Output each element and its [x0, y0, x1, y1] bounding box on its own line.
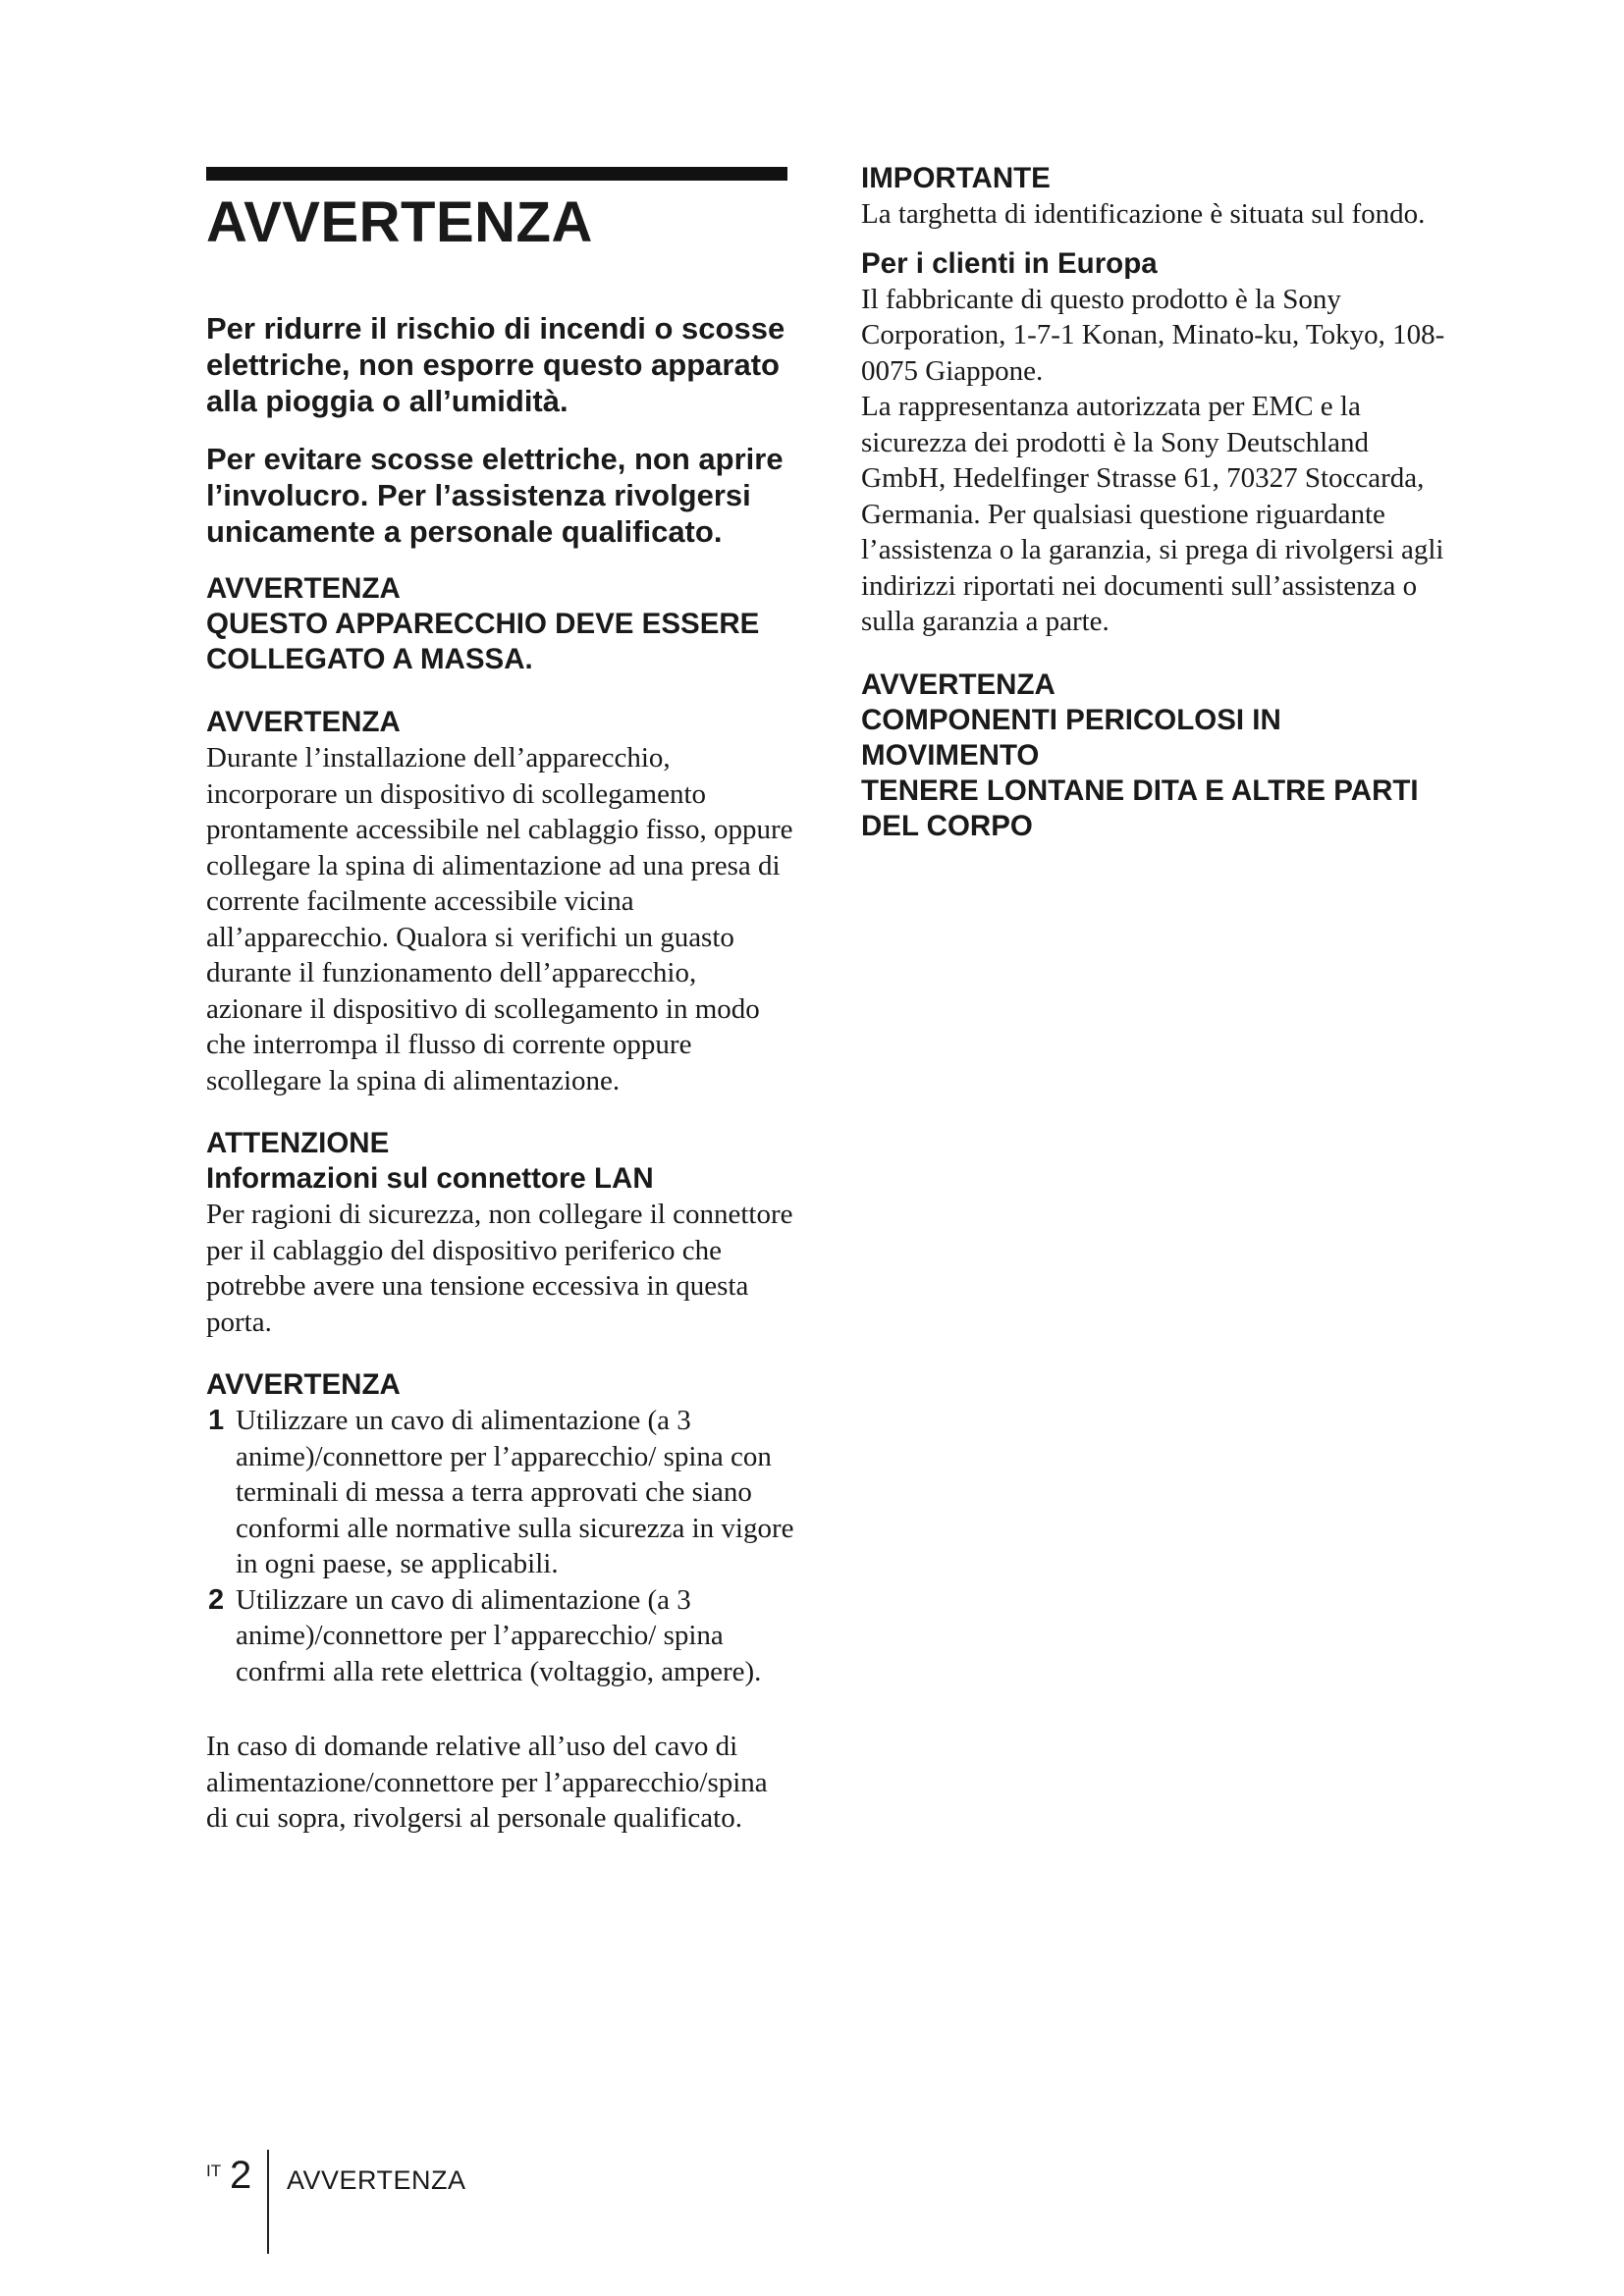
moving-parts-section: [861, 667, 1450, 844]
enclosure-warning: Per evitare scosse elettriche, non aprire l’involucro. Per l’assistenza rivolgersi unicamente a personale qualificato.: [206, 442, 784, 549]
ground-section: [206, 571, 795, 677]
fire-shock-warning: Per ridurre il rischio di incendi o scosse elettriche, non esporre questo apparato alla pioggia o all’umidità.: [206, 311, 785, 418]
lan-subheading: Informazioni sul connettore LAN: [206, 1162, 654, 1195]
list-item-number: 2: [208, 1583, 225, 1616]
representative-text: La rappresentanza autorizzata per EMC e la sicurezza dei prodotti è la Sony Deutschland GmbH, Hedelfinger Strasse 61, 70327 Stoccarda, Germania. Per qualsiasi questione riguardante l’assistenza o la garanzia, si prega di rivolgersi agli indirizzi riportati nei documenti sull’assistenza o sulla garanzia a parte.: [861, 391, 1444, 637]
moving-line-2: TENERE LONTANE DITA E ALTRE PARTI DEL CORPO: [861, 774, 1419, 842]
footer-section-title: AVVERTENZA: [287, 2165, 466, 2195]
title-rule: [206, 167, 787, 181]
lan-heading: ATTENZIONE: [206, 1127, 390, 1159]
list-item-text: Utilizzare un cavo di alimentazione (a 3 anime)/connettore per l’apparecchio/ spina confrmi alla rete elettrica (voltaggio, ampere).: [236, 1583, 762, 1687]
page-number: 2: [230, 2154, 252, 2197]
cable-section: [206, 1367, 795, 1837]
install-heading: AVVERTENZA: [206, 706, 401, 738]
moving-heading: AVVERTENZA: [861, 667, 1056, 701]
lan-section: [206, 1126, 795, 1340]
list-item: [206, 1582, 795, 1690]
cable-list: [206, 1403, 795, 1689]
europe-section: [861, 246, 1450, 640]
page-title: AVVERTENZA: [206, 190, 593, 254]
list-item: [206, 1403, 795, 1582]
lan-text: Per ragioni di sicurezza, non collegare il connettore per il cablaggio del dispositivo periferico che potrebbe avere una tensione eccessiva in questa porta.: [206, 1199, 793, 1338]
list-item-text: Utilizzare un cavo di alimentazione (a 3 anime)/connettore per l’apparecchio/ spina con terminali di messa a terra approvati che siano conformi alle normative sulla sicurezza in vigore in ogni paese, se applicabili.: [236, 1405, 794, 1579]
importante-section: [861, 161, 1450, 233]
moving-line-1: COMPONENTI PERICOLOSI IN MOVIMENTO: [861, 703, 1281, 772]
right-column: [861, 161, 1450, 844]
install-text: Durante l’installazione dell’apparecchio, incorporare un dispositivo di scollegamento prontamente accessibile nel cablaggio fisso, oppure collegare la spina di alimentazione ad una presa di corrente facilmente accessibile vicina all’apparecchio. Qualora si verifichi un guasto durante il funzionamento dell’apparecchio, azionare il dispositivo di scollegamento in modo che interrompa il flusso di corrente oppure scollegare la spina di alimentazione.: [206, 742, 793, 1096]
language-code: IT: [206, 2162, 222, 2180]
list-item-number: 1: [208, 1405, 225, 1436]
importante-heading: IMPORTANTE: [861, 162, 1051, 194]
left-column: [206, 167, 795, 1837]
cable-note: In caso di domande relative all’uso del cavo di alimentazione/connettore per l’apparecchio/spina di cui sopra, rivolgersi al personale qualificato.: [206, 1731, 768, 1834]
cable-heading: AVVERTENZA: [206, 1368, 401, 1401]
install-section: [206, 705, 795, 1098]
footer-divider: [267, 2150, 269, 2254]
manufacturer-text: Il fabbricante di questo prodotto è la Sony Corporation, 1-7-1 Konan, Minato-ku, Tokyo, 108-0075 Giappone.: [861, 283, 1445, 387]
ground-heading: AVVERTENZA: [206, 572, 401, 605]
ground-subheading: QUESTO APPARECCHIO DEVE ESSERE COLLEGATO A MASSA.: [206, 608, 760, 675]
europe-heading: Per i clienti in Europa: [861, 246, 1158, 280]
importante-text: La targhetta di identificazione è situata sul fondo.: [861, 198, 1426, 230]
